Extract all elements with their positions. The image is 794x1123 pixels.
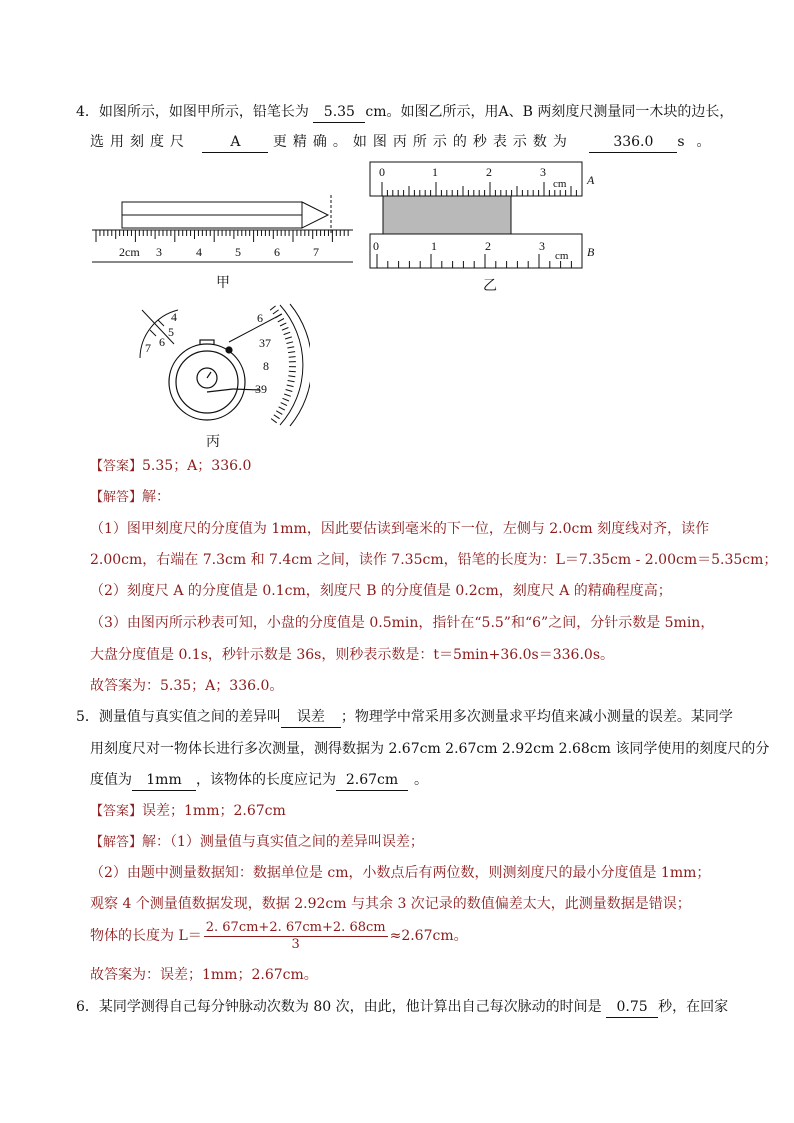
- q5-s4: [90, 918, 468, 954]
- q4-blank-watch: 336.0: [589, 132, 677, 153]
- big-dial-label: 6: [257, 311, 263, 325]
- q5-text: 测量值与真实值之间的差异叫: [98, 709, 281, 725]
- ruler-b-unit: cm: [555, 250, 569, 262]
- ruler-tick: [282, 328, 289, 331]
- q5-blank-len: 2.67cm: [336, 770, 408, 791]
- label-a: A: [587, 173, 595, 187]
- q4-number: 4．: [76, 104, 99, 120]
- ruler-tick: [289, 371, 296, 372]
- answer-text: 5.35；A；336.0: [142, 458, 252, 474]
- q5-text: ；物理学中常采用多次测量求平均值来减小测量的误差。某同学: [340, 709, 733, 725]
- ruler-a-label: 1: [432, 165, 438, 179]
- q5-text: ，该物体的长度应记为: [196, 772, 336, 788]
- q6-text: 某同学测得自己每分钟脉动次数为 80 次，由此，他计算出自己每次脉动的时间是: [98, 999, 602, 1015]
- q4-s1-l2: 2.00cm，右端在 7.3cm 和 7.4cm 之间，读作 7.35cm，铅笔的长度为：L＝7.35cm - 2.00cm＝5.35cm；: [90, 552, 778, 568]
- small-dial-label: 6: [159, 335, 165, 349]
- q4-blank-pencil: 5.35: [313, 102, 365, 123]
- small-dial-label: 4: [171, 310, 177, 324]
- ruler-tick: [280, 323, 286, 326]
- ruler-tick: [283, 398, 290, 401]
- ruler-b-label: 1: [431, 239, 437, 253]
- q4-final: 故答案为：5.35；A；336.0。: [90, 678, 284, 694]
- solution-tag: 【解答】: [90, 835, 143, 850]
- q5-s1: [90, 832, 424, 853]
- big-dial-label: 39: [255, 382, 267, 396]
- q5-answer: [90, 801, 286, 822]
- fraction-numerator: 2. 67cm+2. 67cm+2. 68cm: [205, 919, 386, 935]
- q5-number: 5．: [76, 709, 99, 725]
- solution-head: 解：: [142, 489, 171, 505]
- q5-line1: [76, 707, 733, 728]
- fraction: [204, 920, 388, 953]
- ruler-b-label: 0: [373, 239, 379, 253]
- ruler-tick: [284, 394, 291, 396]
- small-dial-label: 7: [145, 341, 151, 355]
- answer-tag: 【答案】: [90, 459, 143, 474]
- ruler-tick: [273, 310, 279, 314]
- figure-yi: [365, 160, 605, 295]
- stopwatch-icon: [169, 340, 260, 420]
- tick-label: 2cm: [119, 245, 140, 259]
- solution-tag: 【解答】: [90, 490, 143, 505]
- q4-text: 更精确。如图丙所示的秒表示数为: [272, 134, 573, 150]
- ruler-tick: [288, 352, 295, 353]
- tick-label: 5: [235, 245, 241, 259]
- fraction-denominator: 3: [291, 936, 300, 952]
- ruler-tick: [285, 337, 292, 339]
- q5-blank-div: 1mm: [132, 770, 196, 791]
- q5-s3: 观察 4 个测量值数据发现，数据 2.92cm 与其余 3 次记录的数值偏差太大，此测量数据是错误；: [90, 896, 691, 912]
- ruler-tick: [289, 357, 296, 358]
- q4-text: 。: [696, 134, 711, 150]
- ruler-tick: [276, 411, 282, 415]
- big-dial-label: 8: [263, 359, 269, 373]
- q4-answer: [90, 456, 251, 477]
- ruler-jia-labels: [119, 245, 319, 259]
- ruler-a-label: 0: [379, 165, 385, 179]
- caption-bing: 丙: [206, 435, 220, 450]
- q4-blank-ruler: A: [202, 132, 268, 153]
- big-dial-label: 37: [259, 336, 271, 350]
- q5-s4-text: ≈2.67cm。: [389, 928, 468, 944]
- q4-s2: （2）刻度尺 A 的分度值是 0.1cm，刻度尺 B 的分度值是 0.2cm，刻度尺 A 的精确程度高；: [90, 583, 672, 599]
- q4-line2: [90, 132, 720, 153]
- caption-jia: 甲: [216, 276, 230, 290]
- ruler-tick: [276, 314, 282, 318]
- q5-text: 。: [414, 772, 428, 788]
- ruler-b: [370, 234, 582, 268]
- q4-line1: [76, 102, 733, 123]
- q4-s3-l2: 大盘分度值是 0.1s，秒针示数是 36s，则秒表示数是：t＝5min+36.0s＝336.0s。: [90, 647, 615, 663]
- tick-label: 3: [156, 245, 162, 259]
- ruler-a-label: 2: [486, 165, 492, 179]
- small-dial-label: 5: [168, 325, 174, 339]
- q5-s4-text: 物体的长度为 L＝: [90, 928, 202, 944]
- ruler-tick: [271, 419, 277, 423]
- solution-text: 解：（1）测量值与真实值之间的差异叫误差；: [142, 834, 424, 850]
- q4-text: 如图所示，如图甲所示，铅笔长为: [98, 104, 309, 120]
- q4-s3-l1: （3）由图丙所示秒表可知，小盘的分度值是 0.5min，指针在“5.5”和“6”之间，分针示数是 5min，: [90, 615, 715, 631]
- q4-solution-head: [90, 487, 170, 508]
- q6-number: 6．: [76, 999, 99, 1015]
- answer-text: 误差；1mm；2.67cm: [142, 803, 286, 819]
- ruler-b-label: 3: [539, 239, 545, 253]
- q5-line2: 用刻度尺对一物体长进行多次测量，测得数据为 2.67cm 2.67cm 2.92cm 2.68cm 该同学使用的刻度尺的分: [90, 741, 770, 757]
- q5-blank-error: 误差: [281, 707, 341, 728]
- ruler-tick: [284, 332, 291, 334]
- ruler-tick: [287, 385, 294, 387]
- ruler-a-label: 3: [540, 165, 546, 179]
- q5-final: 故答案为：误差；1mm；2.67cm。: [90, 967, 318, 983]
- q5-text: 度值为: [90, 772, 132, 788]
- caption-yi: 乙: [483, 279, 497, 294]
- label-b: B: [587, 245, 595, 259]
- ruler-tick: [274, 415, 280, 419]
- tick-label: 7: [313, 245, 319, 259]
- q6-blank-time: 0.75: [606, 997, 658, 1018]
- ruler-tick: [288, 381, 295, 382]
- ruler-tick: [278, 319, 284, 322]
- ruler-tick: [288, 376, 295, 377]
- pencil: [122, 195, 331, 235]
- q4-s1-l1: （1）图甲刻度尺的分度值为 1mm，因此要估读到毫米的下一位，左侧与 2.0cm 刻度线对齐，读作: [90, 521, 710, 537]
- ruler-tick: [281, 403, 287, 406]
- q4-unit: s: [677, 134, 685, 150]
- ruler-tick: [286, 390, 293, 392]
- answer-tag: 【答案】: [90, 804, 143, 819]
- ruler-a-unit: cm: [553, 178, 567, 190]
- figure-bing: [130, 300, 310, 450]
- ruler-tick: [286, 342, 293, 344]
- ruler-tick: [287, 347, 294, 348]
- q6-line1: [76, 997, 728, 1018]
- ruler-tick: [270, 306, 276, 310]
- ruler-a: [370, 162, 582, 196]
- q6-text: 秒，在回家: [658, 999, 729, 1015]
- wood-block: [383, 196, 511, 234]
- ruler-b-label: 2: [485, 239, 491, 253]
- q4-text: cm。如图乙所示，用A、B 两刻度尺测量同一木块的边长，: [365, 104, 734, 120]
- figure-jia: [88, 190, 358, 290]
- q5-line3: [90, 770, 428, 791]
- ruler-tick: [279, 407, 285, 410]
- q4-text: 选用刻度尺: [90, 134, 190, 150]
- tick-label: 6: [274, 245, 280, 259]
- tick-label: 4: [196, 245, 202, 259]
- q5-s2: （2）由题中测量数据知：数据单位是 cm，小数点后有两位数，则测刻度尺的最小分度值是 1mm；: [90, 865, 711, 881]
